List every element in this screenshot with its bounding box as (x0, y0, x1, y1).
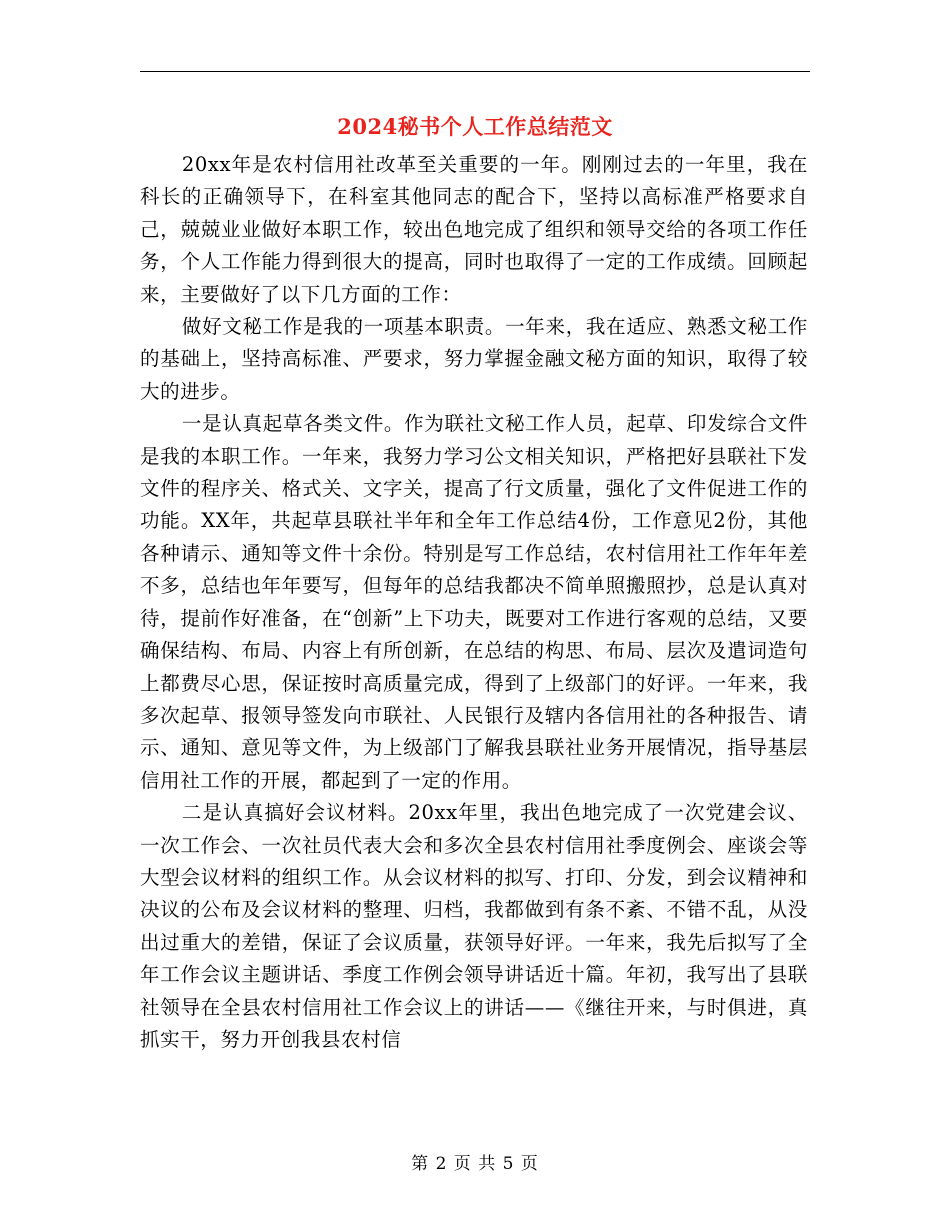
paragraph-intro: 20xx年是农村信用社改革至关重要的一年。刚刚过去的一年里，我在科长的正确领导下，在科室其他同志的配合下，坚持以高标准严格要求自己，兢兢业业做好本职工作，较出色地完成了组织和领导交给的各项工作任务，个人工作能力得到很大的提高，同时也取得了一定的工作成绩。回顾起来，主要做好了以下几方面的工作： (140, 153, 808, 306)
paragraph-drafting-documents: 一是认真起草各类文件。作为联社文秘工作人员，起草、印发综合文件是我的本职工作。一年来，我努力学习公文相关知识，严格把好县联社下发文件的程序关、格式关、文字关，提高了行文质量，强化了文件促进工作的功能。XX年，共起草县联社半年和全年工作总结4份，工作意见2份，其他各种请示、通知等文件十余份。特别是写工作总结，农村信用社工作年年差不多，总结也年年要写，但每年的总结我都决不简单照搬照抄，总是认真对待，提前作好准备，在“创新”上下功夫，既要对工作进行客观的总结，又要确保结构、布局、内容上有所创新，在总结的构思、布局、层次及遣词造句上都费尽心思，保证按时高质量完成，得到了上级部门的好评。一年来，我多次起草、报领导签发向市联社、人民银行及辖内各信用社的各种报告、请示、通知、意见等文件，为上级部门了解我县联社业务开展情况，指导基层信用社工作的开展，都起到了一定的作用。 (140, 412, 808, 792)
document-body (140, 149, 808, 1056)
page-number-footer: 第 2 页 共 5 页 (411, 1154, 539, 1174)
header-rule (140, 71, 810, 72)
paragraph-meeting-materials: 二是认真搞好会议材料。20xx年里，我出色地完成了一次党建会议、一次工作会、一次社员代表大会和多次全县农村信用社季度例会、座谈会等大型会议材料的组织工作。从会议材料的拟写、打印、分发，到会议精神和决议的公布及会议材料的整理、归档，我都做到有条不紊、不错不乱，从没出过重大的差错，保证了会议质量，获领导好评。一年来，我先后拟写了全年工作会议主题讲话、季度工作例会领导讲话近十篇。年初，我写出了县联社领导在全县农村信用社工作会议上的讲话——《继往开来，与时俱进，真抓实干，努力开创我县农村信 (140, 801, 808, 1051)
paragraph-secretarial-duty: 做好文秘工作是我的一项基本职责。一年来，我在适应、熟悉文秘工作的基础上，坚持高标准、严要求，努力掌握金融文秘方面的知识，取得了较大的进步。 (140, 315, 808, 403)
document-title: 2024秘书个人工作总结范文 (337, 114, 613, 139)
